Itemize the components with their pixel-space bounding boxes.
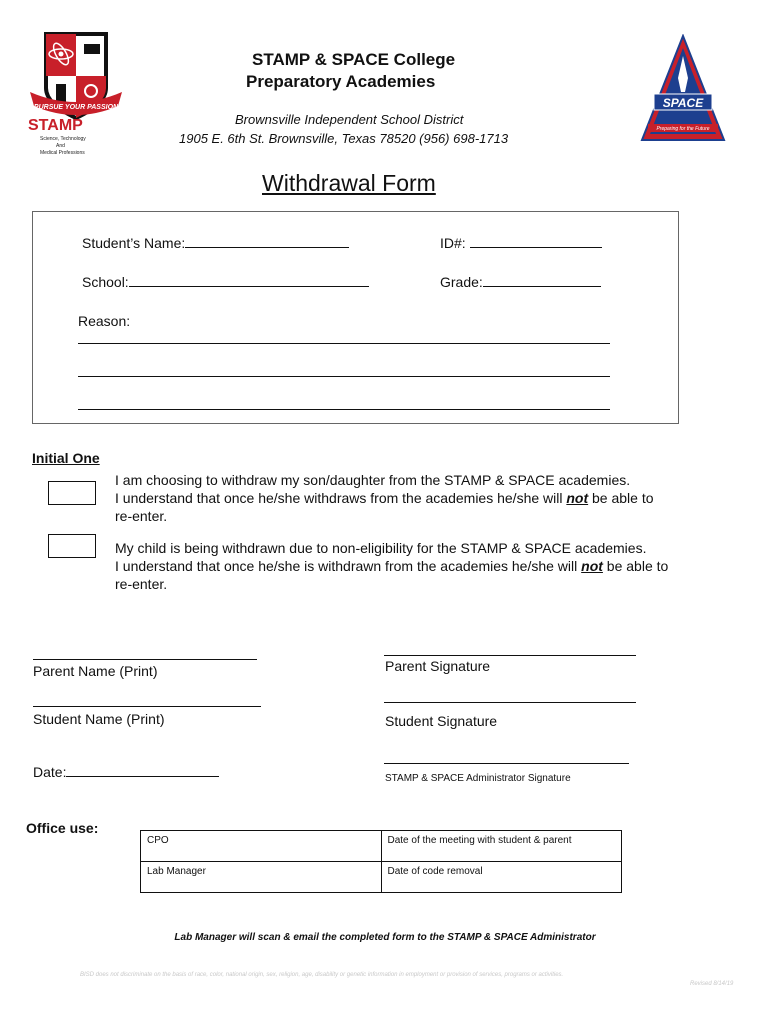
student-signature-line[interactable]	[384, 702, 636, 703]
space-name-text: SPACE	[662, 96, 704, 110]
reason-line-1[interactable]	[78, 343, 610, 344]
office-cell-code-removal-date[interactable]: Date of code removal	[381, 862, 622, 893]
stamp-tagline-2: And	[56, 143, 65, 149]
space-tagline-text: Preparing for the Future	[656, 126, 710, 132]
stamp-banner-text: PURSUE YOUR PASSION	[33, 104, 119, 111]
student-name-line[interactable]	[33, 706, 261, 707]
office-cell-lab-manager[interactable]: Lab Manager	[141, 862, 382, 893]
option1-statement: I am choosing to withdraw my son/daughter from the STAMP & SPACE academies. I understand that once he/she withdraws from the academies he/she will not be able to re-enter.	[115, 472, 654, 524]
lab-manager-note: Lab Manager will scan & email the completed form to the STAMP & SPACE Administrator	[174, 932, 596, 943]
school-label: School:	[82, 274, 129, 290]
admin-signature-label: STAMP & SPACE Administrator Signature	[385, 773, 571, 784]
option2-not-emphasis: not	[581, 558, 603, 574]
space-logo	[640, 34, 726, 144]
initial-box-option2[interactable]	[48, 534, 96, 558]
school-field[interactable]	[82, 273, 369, 290]
date-field[interactable]	[33, 763, 219, 780]
office-cell-meeting-date[interactable]: Date of the meeting with student & parent	[381, 831, 622, 862]
grade-label: Grade:	[440, 274, 483, 290]
option2-statement: My child is being withdrawn due to non-eligibility for the STAMP & SPACE academies. I understand that once he/she is withdrawn from the academies he/she will not be able to re-enter.	[115, 540, 669, 592]
date-label: Date:	[33, 764, 67, 780]
district-name: Brownsville Independent School District	[235, 112, 464, 127]
initial-box-option1[interactable]	[48, 481, 96, 505]
admin-signature-line[interactable]	[384, 763, 629, 764]
stamp-tagline-1: Science, Technology	[40, 136, 86, 142]
reason-line-3[interactable]	[78, 409, 610, 410]
parent-signature-line[interactable]	[384, 655, 636, 656]
student-name-print-label: Student Name (Print)	[33, 711, 165, 727]
stamp-tagline-3: Medical Professions	[40, 150, 85, 156]
reason-label: Reason:	[78, 313, 131, 329]
revision-date: Revised 8/14/19	[690, 981, 734, 987]
form-title: Withdrawal Form	[262, 170, 436, 196]
table-row	[141, 862, 622, 893]
student-name-field[interactable]	[82, 234, 349, 251]
grade-field[interactable]	[440, 273, 601, 290]
student-signature-label: Student Signature	[385, 713, 498, 729]
parent-name-label: Parent Name (Print)	[33, 663, 158, 679]
stamp-logo	[26, 26, 126, 161]
reason-line-2[interactable]	[78, 376, 610, 377]
office-cell-cpo[interactable]: CPO	[141, 831, 382, 862]
office-use-table	[140, 830, 622, 893]
school-address: 1905 E. 6th St. Brownsville, Texas 78520 (956) 698-1713	[179, 131, 509, 146]
id-field[interactable]	[440, 234, 602, 251]
nondiscrimination-disclaimer: BISD does not discriminate on the basis of race, color, national origin, sex, religion, age, disability or genetic information in employment or provision of services, programs or activities.	[80, 972, 564, 978]
school-title-line1: STAMP & SPACE College	[252, 50, 456, 69]
parent-name-line[interactable]	[33, 659, 257, 660]
option1-not-emphasis: not	[566, 490, 589, 506]
office-use-label: Office use:	[26, 820, 99, 836]
student-name-label: Student’s Name:	[82, 235, 186, 251]
school-title-line2: Preparatory Academies	[246, 72, 436, 91]
id-label: ID#:	[440, 235, 466, 251]
parent-signature-label: Parent Signature	[385, 658, 491, 674]
initial-one-heading: Initial One	[32, 450, 100, 466]
stamp-name-text: STAMP	[28, 117, 83, 134]
table-row	[141, 831, 622, 862]
